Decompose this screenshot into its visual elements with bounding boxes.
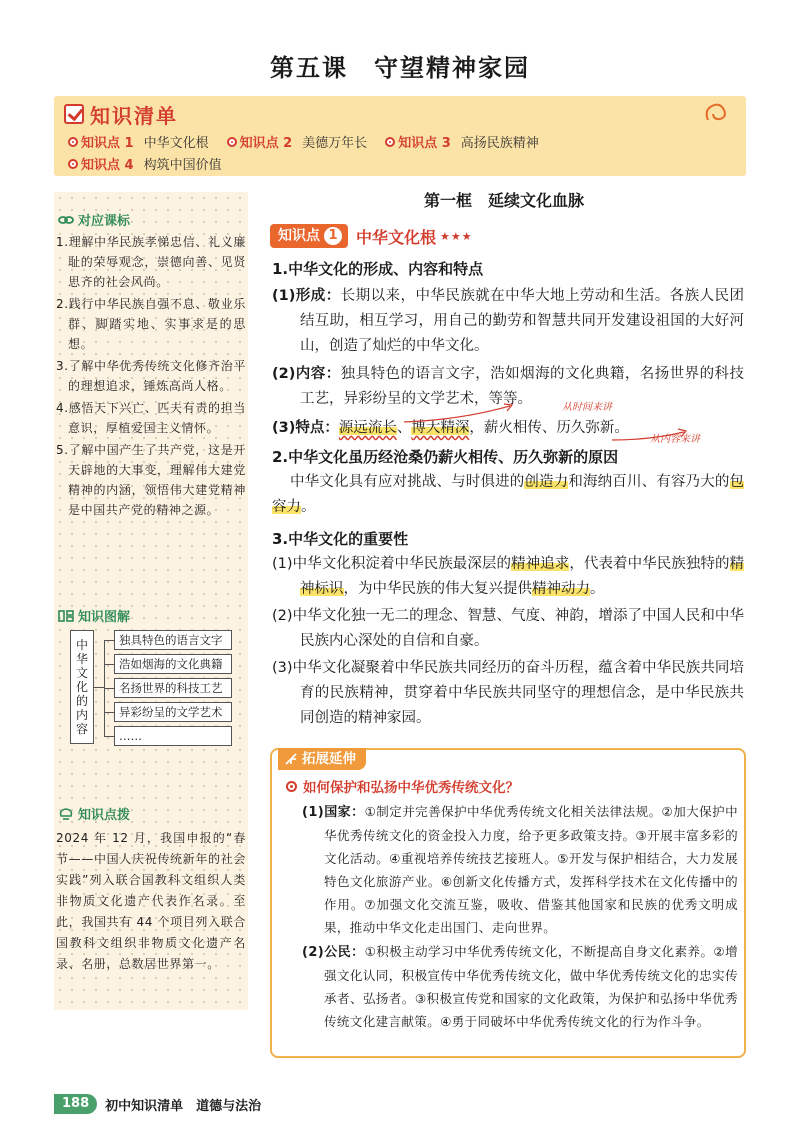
paragraph-text: 和海纳百川、有容乃大的 bbox=[568, 474, 730, 490]
extension-tag-text: 拓展延伸 bbox=[302, 751, 356, 767]
highlighted-term: 创造力 bbox=[524, 474, 569, 490]
highlighted-term: 博大精深 bbox=[411, 420, 470, 436]
handwritten-note: 从时间来讲 bbox=[562, 402, 612, 413]
paragraph bbox=[272, 552, 744, 602]
footer-text: 初中知识清单 道德与法治 bbox=[105, 1098, 262, 1114]
diagram-root-char: 华 bbox=[75, 652, 88, 666]
paragraph: (2)中华文化独一无二的理念、智慧、气度、神韵，增添了中国人民和中华民族内心深处的自信和自豪。 bbox=[272, 608, 744, 649]
paperclip-icon bbox=[702, 100, 732, 128]
knowledge-point-name: 中华文化根 bbox=[143, 136, 209, 151]
bullet-icon bbox=[227, 137, 237, 147]
lightbulb-icon bbox=[58, 807, 74, 821]
paragraph: (3)中华文化凝聚着中华民族共同经历的奋斗历程，蕴含着中华民族共同培育的民族精神，贯穿着中华民族共同坚守的理想信念，是中华民族共同创造的精神家园。 bbox=[272, 660, 744, 726]
standards-list bbox=[56, 232, 246, 522]
diagram-connector bbox=[104, 736, 114, 737]
list-item: 5.了解中国产生了共产党，这是开天辟地的大事变，理解伟大建党精神的内涵，领悟伟大建党精神是中国共产党的精神之源。 bbox=[56, 443, 246, 517]
standards-heading-text: 对应课标 bbox=[78, 214, 131, 229]
section-heading: 2.中华文化虽历经沧桑仍薪火相传、历久弥新的原因 bbox=[272, 448, 619, 466]
link-icon bbox=[58, 213, 74, 227]
annotation-arrow-icon bbox=[400, 396, 560, 426]
knowledge-list-banner bbox=[54, 96, 746, 176]
diagram-connector bbox=[104, 664, 114, 665]
paragraph bbox=[272, 284, 744, 359]
bullet-icon bbox=[286, 781, 297, 792]
lesson-title: 第五课 守望精神家园 bbox=[270, 54, 530, 82]
knowledge-list-title: 知识清单 bbox=[90, 103, 178, 128]
paragraph-label: (2)内容： bbox=[272, 366, 341, 382]
knowledge-list-header bbox=[64, 102, 178, 126]
paragraph-label: (1)国家： bbox=[302, 805, 365, 820]
paragraph-text: 。 bbox=[301, 499, 316, 515]
list-item: 3.了解中华优秀传统文化修齐治平的理想追求，锤炼高尚人格。 bbox=[56, 359, 246, 393]
paragraph-text: (1)中华文化积淀着中华民族最深层的 bbox=[272, 556, 512, 572]
handwritten-note: 从内容来讲 bbox=[650, 434, 700, 445]
knowledge-point-name: 构筑中国价值 bbox=[143, 158, 222, 173]
diagram-item: 浩如烟海的文化典籍 bbox=[114, 654, 232, 674]
diagram-item: 独具特色的语言文字 bbox=[114, 630, 232, 650]
paragraph-text: 长期以来，中华民族就在中华大地上劳动和生活。各族人民团结互助，相互学习，用自己的勤劳和智慧共同开发建设祖国的大好河山，创造了灿烂的中华文化。 bbox=[300, 288, 745, 354]
sidebar bbox=[54, 192, 248, 1010]
paragraph-text: ，为中华民族的伟大复兴提供 bbox=[343, 581, 532, 597]
knowledge-point-label: 知识点 2 bbox=[239, 136, 293, 151]
extension-question-text: 如何保护和弘扬中华优秀传统文化？ bbox=[303, 780, 519, 796]
diagram-connector bbox=[104, 640, 114, 641]
knowledge-point-item[interactable] bbox=[385, 132, 539, 151]
paragraph-text: ①积极主动学习中华优秀传统文化，不断提高自身文化素养。②增强文化认同，积极宣传中华优秀传统文化，做中华优秀传统文化的忠实传承者、弘扬者。③积极宣传党和国家的文化政策，为保护和弘扬中华优秀传统文化建言献策。④勇于同破坏中华优秀传统文化的行为作斗争。 bbox=[324, 944, 738, 1029]
knowledge-point-item[interactable] bbox=[68, 132, 209, 151]
extension-box bbox=[270, 748, 746, 1058]
paragraph-text: ，代表着中华民族独特的 bbox=[569, 556, 730, 572]
knowledge-point-tag-text: 知识点 bbox=[278, 228, 320, 244]
diagram-root-char: 化 bbox=[75, 680, 88, 694]
standards-heading bbox=[58, 210, 130, 229]
knowledge-point-row bbox=[68, 154, 240, 173]
checkbox-icon bbox=[64, 104, 84, 124]
section-heading: 3.中华文化的重要性 bbox=[272, 530, 409, 548]
page-number: 188 bbox=[54, 1094, 97, 1114]
knowledge-point-row bbox=[68, 132, 557, 151]
knowledge-point-name: 高扬民族精神 bbox=[460, 136, 539, 151]
paragraph-text: 、 bbox=[396, 420, 412, 436]
highlighted-term: 源远流长 bbox=[338, 420, 397, 436]
highlighted-term: 精神追求 bbox=[511, 556, 570, 572]
diagram-root bbox=[70, 630, 94, 744]
diagram-connector bbox=[104, 712, 114, 713]
knowledge-point-item[interactable] bbox=[227, 132, 368, 151]
extension-paragraph bbox=[302, 940, 738, 1033]
extension-tag bbox=[278, 748, 366, 770]
diagram-item: …… bbox=[114, 726, 232, 746]
diagram-heading-text: 知识图解 bbox=[78, 610, 131, 625]
list-item: 1.理解中华民族孝悌忠信、礼义廉耻的荣辱观念，崇德向善、见贤思齐的社会风尚。 bbox=[56, 235, 246, 289]
extension-question bbox=[286, 776, 519, 796]
highlighted-term: 精神动力 bbox=[532, 581, 590, 597]
extension-paragraph bbox=[302, 800, 738, 939]
diagram-heading bbox=[58, 606, 130, 625]
paragraph bbox=[272, 470, 744, 520]
bullet-icon bbox=[68, 137, 78, 147]
knowledge-point-label: 知识点 4 bbox=[81, 158, 134, 173]
knowledge-point-tag bbox=[270, 224, 348, 248]
diagram-icon bbox=[58, 609, 74, 623]
page-footer bbox=[54, 1094, 261, 1114]
paragraph-label: (3)特点： bbox=[272, 420, 339, 436]
knowledge-diagram bbox=[70, 630, 245, 746]
list-item: 2.践行中华民族自强不息、敬业乐群、脚踏实地、实事求是的思想。 bbox=[56, 297, 246, 351]
paragraph-text: 中华文化具有应对挑战、与时俱进的 bbox=[290, 474, 525, 490]
paragraph-text: 。 bbox=[590, 581, 605, 597]
list-item: 4.感悟天下兴亡、匹夫有责的担当意识，厚植爱国主义情怀。 bbox=[56, 401, 246, 435]
diagram-connector bbox=[104, 688, 114, 689]
knowledge-point-1-header bbox=[270, 224, 473, 248]
knowledge-point-label: 知识点 1 bbox=[81, 136, 134, 151]
tip-heading-text: 知识点拨 bbox=[78, 808, 131, 823]
diagram-root-char: 内 bbox=[75, 708, 88, 722]
diagram-item: 异彩纷呈的文学艺术 bbox=[114, 702, 232, 722]
frame-title: 第一框 延续文化血脉 bbox=[423, 191, 584, 210]
diagram-root-char: 文 bbox=[75, 666, 88, 680]
tip-heading bbox=[58, 804, 130, 823]
diagram-root-char: 的 bbox=[75, 694, 88, 708]
paragraph-label: (1)形成： bbox=[272, 288, 341, 304]
knowledge-point-label: 知识点 3 bbox=[398, 136, 451, 151]
diagram-item: 名扬世界的科技工艺 bbox=[114, 678, 232, 698]
diagram-connector bbox=[94, 687, 104, 688]
knowledge-point-item[interactable] bbox=[68, 154, 222, 173]
paragraph-text: ①制定并完善保护中华优秀传统文化相关法律法规。②加大保护中华优秀传统文化的资金投入力度，给予更多政策支持。③开展丰富多彩的文化活动。④重视培养传统技艺接班人。⑤开发与保护相结合，大力发展特色文化旅游产业。⑥创新文化传播方式，发挥科学技术在文化传播中的作用。⑦加强文化交流互鉴，吸收、借鉴其他国家和民族的优秀文明成果，推动中华文化走出国门、走向世界。 bbox=[324, 804, 738, 935]
highlighted-term: 包容力 bbox=[272, 474, 745, 515]
knowledge-point-name: 美德万年长 bbox=[302, 136, 368, 151]
bullet-icon bbox=[385, 137, 395, 147]
paragraph-text: 独具特色的语言文字，浩如烟海的文化典籍，名扬世界的科技工艺，异彩纷呈的文学艺术，等等。 bbox=[300, 366, 745, 407]
expand-icon bbox=[284, 752, 298, 766]
section-heading: 1.中华文化的形成、内容和特点 bbox=[272, 260, 484, 278]
importance-stars: ★★★ bbox=[440, 229, 473, 243]
bullet-icon bbox=[68, 159, 78, 169]
diagram-root-char: 中 bbox=[75, 638, 88, 652]
paragraph-text: ，薪火相传、历久弥新。 bbox=[469, 420, 629, 436]
tip-text: 2024 年 12 月，我国申报的“春节——中国人庆祝传统新年的社会实践”列入联合国教科文组织人类非物质文化遗产代表作名录。至此，我国共有 44 个项目列入联合国教科文组织非物质文化遗产名录、名册，总数居世界第一。 bbox=[56, 831, 246, 971]
knowledge-point-number: 1 bbox=[324, 227, 342, 245]
highlighted-term: 精神标识 bbox=[300, 556, 745, 597]
diagram-root-char: 容 bbox=[75, 722, 88, 736]
knowledge-point-title: 中华文化根 bbox=[356, 227, 437, 247]
paragraph-label: (2)公民： bbox=[302, 945, 365, 960]
